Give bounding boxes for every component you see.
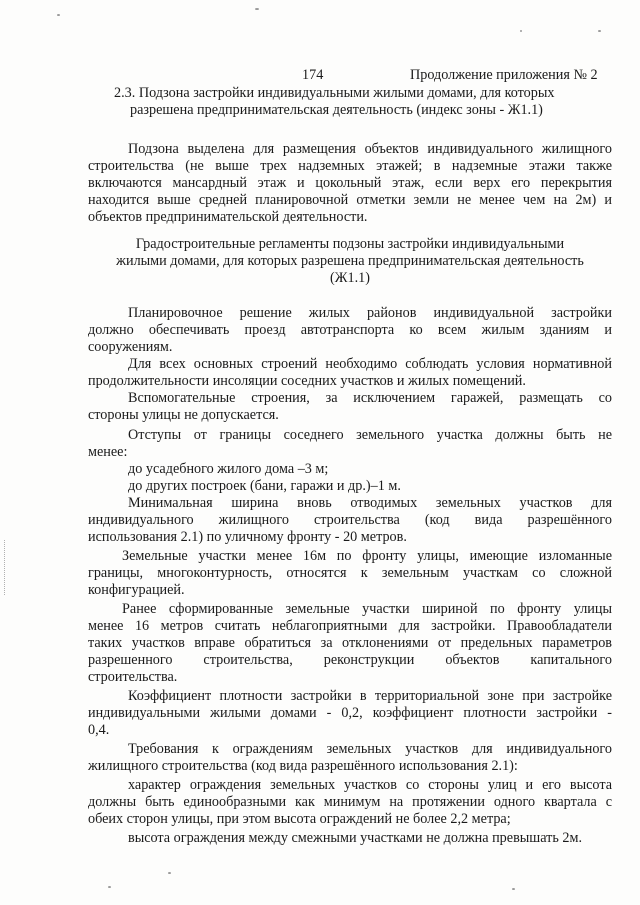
reglament-title-line: жилыми домами, для которых разрешена предпринимательская деятельность [116, 253, 584, 269]
body-line: использования 2.1) по уличному фронту - 20 метров. [88, 529, 407, 545]
body-line: границы, многоконтурность, относятся к земельным участкам со сложной [88, 565, 612, 581]
scan-margin-mark [4, 540, 8, 595]
reglament-title-line: Градостроительные регламенты подзоны застройки индивидуальными [135, 236, 565, 252]
body-line: таких участков вправе обратиться за отклонениями от предельных параметров [88, 635, 612, 651]
scan-speck [512, 888, 515, 890]
scan-speck [598, 30, 601, 32]
body-line: должно обеспечивать проезд автотранспорта ко всем жилым зданиям и [88, 322, 612, 338]
intro-line: включаются мансардный этаж и цокольный этаж, если верх его перекрытия [88, 175, 612, 191]
body-line: индивидуального жилищного строительства (код вида разрешённого [88, 512, 612, 528]
scan-speck [168, 872, 171, 874]
body-line: характер ограждения земельных участков со стороны улиц и его высота [128, 777, 612, 793]
body-line: разрешенного строительства, реконструкции объектов капитального [88, 652, 612, 668]
section-title-line: 2.3. Подзона застройки индивидуальными жилыми домами, для которых [114, 85, 555, 101]
body-line: строительства. [88, 669, 178, 685]
body-line: Отступы от границы соседнего земельного участка должны быть не [128, 427, 612, 443]
intro-line: Подзона выделена для размещения объектов индивидуального жилищного [128, 141, 612, 157]
body-line: Земельные участки менее 16м по фронту улицы, имеющие изломанные [122, 548, 612, 564]
scan-speck [57, 14, 60, 16]
reglament-title-line: (Ж1.1) [330, 270, 370, 286]
body-line: жилищного строительства (код вида разрешённого использования 2.1): [88, 758, 518, 774]
body-line: обеих сторон улицы, при этом высота ограждений не более 2,2 метра; [88, 811, 511, 827]
body-line: менее: [88, 444, 128, 460]
section-title-line: разрешена предпринимательская деятельность (индекс зоны - Ж1.1) [130, 102, 543, 118]
scan-speck [108, 886, 111, 888]
scan-speck [520, 30, 522, 32]
body-line: сооружениям. [88, 339, 173, 355]
intro-line: строительства (не выше трех надземных этажей; в надземные этажи также [88, 158, 612, 174]
intro-line: объектов предпринимательской деятельности. [88, 209, 368, 225]
body-line: Требования к ограждениям земельных участков для индивидуального [128, 741, 612, 757]
body-line: Коэффициент плотности застройки в территориальной зоне при застройке [128, 688, 612, 704]
body-line: Для всех основных строений необходимо соблюдать условия нормативной [128, 356, 612, 372]
intro-line: находится выше средней планировочной отметки земли не менее чем на 2м) и [88, 192, 612, 208]
body-line: до усадебного жилого дома –3 м; [128, 461, 329, 477]
page-number: 174 [302, 67, 324, 83]
body-line: продолжительности инсоляции соседних участков и жилых помещений. [88, 373, 526, 389]
body-line: Ранее сформированные земельные участки шириной по фронту улицы [122, 601, 612, 617]
body-line: Планировочное решение жилых районов индивидуальной застройки [128, 305, 612, 321]
scan-speck [255, 8, 259, 10]
body-line: стороны улицы не допускается. [88, 407, 279, 423]
body-line: должны быть единообразными как минимум на протяжении одного квартала с [88, 794, 612, 810]
body-line: высота ограждения между смежными участками не должна превышать 2м. [128, 830, 582, 846]
body-line: индивидуальными жилыми домами - 0,2, коэффициент плотности застройки - [88, 705, 612, 721]
body-line: конфигурацией. [88, 582, 185, 598]
body-line: до других построек (бани, гаражи и др.)–1 м. [128, 478, 401, 494]
body-line: Минимальная ширина вновь отводимых земельных участков для [128, 495, 612, 511]
body-line: 0,4. [88, 722, 110, 738]
body-line: менее 16 метров считать неблагоприятными для застройки. Правообладатели [88, 618, 612, 634]
body-line: Вспомогательные строения, за исключением гаражей, размещать со [128, 390, 612, 406]
continuation-note: Продолжение приложения № 2 [410, 67, 598, 83]
